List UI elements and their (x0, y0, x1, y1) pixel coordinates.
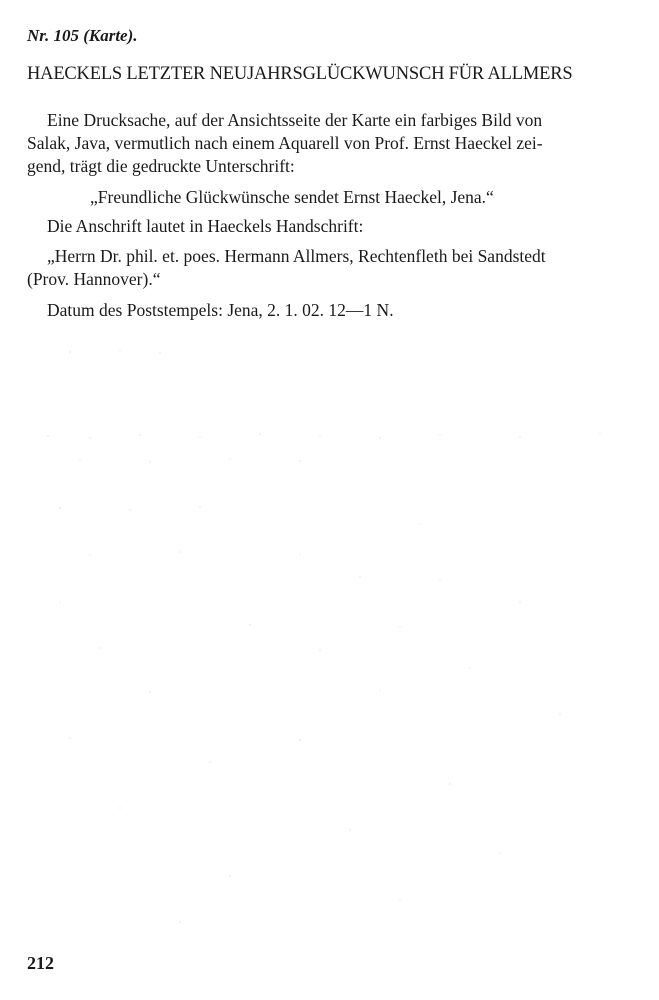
intro-line-2: Salak, Java, vermutlich nach einem Aquarell von Prof. Ernst Haeckel zei- (27, 133, 543, 153)
page-number: 212 (27, 953, 54, 973)
document-number: Nr. 105 (Karte). (27, 26, 138, 45)
address-intro: Die Anschrift lautet in Haeckels Handschrift: (47, 216, 364, 236)
address-line-1: „Herrn Dr. phil. et. poes. Hermann Allmers, Rechtenfleth bei Sandstedt (47, 246, 546, 266)
postmark-date: Datum des Poststempels: Jena, 2. 1. 02. 12—1 N. (47, 300, 394, 320)
intro-line-1: Eine Drucksache, auf der Ansichtsseite der Karte ein farbiges Bild von (47, 110, 543, 130)
printed-signature-quote: „Freundliche Glückwünsche sendet Ernst Haeckel, Jena.“ (90, 187, 494, 207)
intro-line-3: gend, trägt die gedruckte Unterschrift: (27, 156, 295, 176)
address-line-2: (Prov. Hannover).“ (27, 269, 161, 289)
document-title: HAECKELS LETZTER NEUJAHRSGLÜCKWUNSCH FÜR ALLMERS (27, 64, 573, 84)
